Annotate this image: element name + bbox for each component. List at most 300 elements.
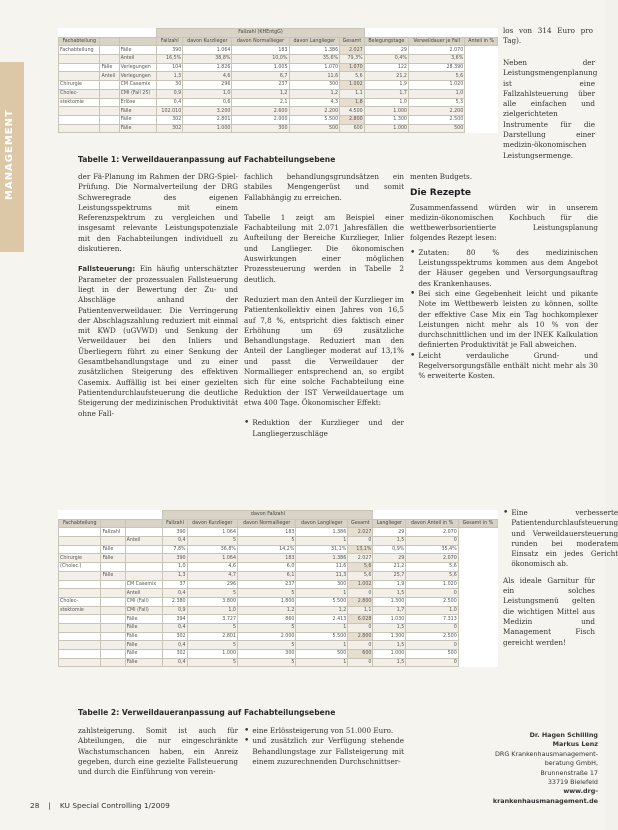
table-cell: Cholec- <box>59 89 100 98</box>
table-row <box>59 528 498 537</box>
table-cell: (Cholec.) <box>59 563 101 572</box>
text-column-3 <box>410 172 598 494</box>
table-cell: 1,2 <box>289 89 340 98</box>
table-cell: 2.800 <box>348 597 373 606</box>
table-cell: 296 <box>187 580 237 589</box>
table-cell: 1,8 <box>340 98 365 107</box>
table-cell: 0 <box>406 589 458 598</box>
paragraph: Als ideale Garnitur für ein solches Leistungsmenü gelten die wichtigen Mittel aus Medizin und Management Fisch gereicht werden! <box>503 575 595 647</box>
table-cell: 14,2% <box>238 545 296 554</box>
text-bottom-column-1: zahlsteigerung. Somit ist auch für Abteilungen, die nur eingeschränkte Wachstumschancen haben, ein Anreiz gegeben, durch eine gezielte Fallsteuerung und durch die Einführung von verein- <box>78 726 238 777</box>
table-cell: 600 <box>348 650 373 659</box>
table-cell <box>101 641 125 650</box>
paragraph: fachlich behandlungsgrundsätzen ein stabiles Mengengerüst und somit Fallabhängig zu erreichen. <box>244 172 404 202</box>
column-header: Gesamt <box>340 37 365 46</box>
table-row <box>59 107 498 116</box>
table-cell <box>101 606 125 615</box>
table-cell: 3,6% <box>408 55 464 64</box>
table-cell: 5,3 <box>408 98 464 107</box>
paragraph: Tabelle 1 zeigt am Beispiel einer Fachabteilung mit 2.071 Jahresfällen die Aufteilung der Bereiche Kurzlieger, Inlier und Langlieger. Die ökonomischen Auswirkungen einer möglichen Prozessteuerung werden in Tabelle 2 deutlich. <box>244 212 404 284</box>
table-cell: 0,4 <box>163 537 187 546</box>
footer-divider: | <box>48 801 51 810</box>
table-cell: 1,2 <box>296 606 348 615</box>
table-cell: 390 <box>163 554 187 563</box>
column-header <box>119 37 157 46</box>
table-cell: 5.500 <box>289 115 340 124</box>
table-cell: 2.070 <box>408 46 464 55</box>
table-cell <box>59 55 100 64</box>
table-cell: 1.020 <box>406 580 458 589</box>
table-cell <box>125 563 163 572</box>
table-cell: 79,3% <box>340 55 365 64</box>
table-cell: 102.010 <box>157 107 183 116</box>
table-cell: 2.800 <box>348 632 373 641</box>
column-header: Langlieger <box>373 519 406 528</box>
table-cell: 1.030 <box>373 615 406 624</box>
table-row <box>59 658 498 667</box>
table-cell: 28.390 <box>408 63 464 72</box>
table-cell: 2.070 <box>406 554 458 563</box>
table-cell: 302 <box>163 632 187 641</box>
table-cell: 0,4% <box>364 55 408 64</box>
table-cell: Fälle <box>125 623 163 632</box>
bullet-text: • Reduktion der Kurzlieger und der Langliegerzuschläge <box>252 418 404 438</box>
table-row <box>59 537 498 546</box>
table-cell: 1,5 <box>373 589 406 598</box>
table-cell: 183 <box>238 528 296 537</box>
paragraph <box>78 264 238 418</box>
table-cell: 37 <box>163 580 187 589</box>
table-cell: 0,9 <box>163 606 187 615</box>
table-cell: Fälle <box>101 545 125 554</box>
table-cell: 300 <box>296 580 348 589</box>
table-cell: 5 <box>238 537 296 546</box>
table-cell <box>59 623 101 632</box>
bullet-text: • eine Erlössteigerung von 51.000 Euro. <box>252 726 394 735</box>
bullet-text: • Eine verbesserte Patientendurchlaufsteuerung und Verweildauersteuerung runden bei moderatem Einsatz ein jedes Gericht ökonomisch ab. <box>511 508 618 569</box>
table-cell: 237 <box>232 81 289 90</box>
table-cell: 1,0 <box>364 98 408 107</box>
table-cell: Fälle <box>125 632 163 641</box>
table-cell: 2.413 <box>296 615 348 624</box>
column-header <box>101 519 125 528</box>
table-cell: 5,6 <box>406 571 458 580</box>
table-cell: 1.005 <box>232 63 289 72</box>
table-cell: Fälle <box>119 107 157 116</box>
table-cell: 3.727 <box>187 615 237 624</box>
table-row <box>59 597 498 606</box>
table-cell <box>101 589 125 598</box>
table-cell: 300 <box>289 81 340 90</box>
table-row <box>59 81 498 90</box>
table-cell: 1 <box>296 537 348 546</box>
table-cell: 1,0 <box>163 563 187 572</box>
table-cell: 6.028 <box>348 615 373 624</box>
table-header-row <box>59 519 498 528</box>
table-cell <box>101 658 125 667</box>
table-cell: 1,2 <box>238 606 296 615</box>
table-cell: 0,6 <box>183 98 232 107</box>
table-cell: Fälle <box>125 641 163 650</box>
table-cell: Fallzahl <box>101 528 125 537</box>
table-cell: 500 <box>289 124 340 133</box>
table-cell: 1,0 <box>406 606 458 615</box>
table-cell: CMI (Fall 25) <box>119 89 157 98</box>
table-cell: 1,9 <box>373 580 406 589</box>
table-cell: 1.064 <box>187 528 237 537</box>
table-row <box>59 72 498 81</box>
table-cell: 1,7 <box>373 606 406 615</box>
table2-caption: Tabelle 2: Verweildaueranpassung auf Fachabteilungsebene <box>78 708 336 717</box>
paragraph: menten Budgets. <box>410 172 472 181</box>
column-header: Fachabteilung <box>59 519 101 528</box>
table-cell: 302 <box>163 650 187 659</box>
table-cell: 2.000 <box>232 115 289 124</box>
table-row <box>59 115 498 124</box>
column-header: davon Kurzlieger <box>187 519 237 528</box>
subheading-fallsteuerung: Fallsteuerung: <box>78 265 136 274</box>
table-row <box>59 55 498 64</box>
table-cell: 0 <box>406 641 458 650</box>
table-cell: Fachabteilung <box>59 46 100 55</box>
table-cell: 0 <box>406 658 458 667</box>
table-cell: 0,4 <box>163 623 187 632</box>
table-cell: 2.500 <box>406 632 458 641</box>
table-row <box>59 554 498 563</box>
group-header-cell: davon Fallzahl <box>163 511 373 520</box>
text-bottom-column-2 <box>244 726 404 798</box>
table-cell <box>100 115 119 124</box>
table-cell <box>101 623 125 632</box>
table-cell: CM Casemix <box>125 580 163 589</box>
table-cell: Fälle <box>101 554 125 563</box>
table-cell: 35,6% <box>289 55 340 64</box>
table-cell: 10,0% <box>232 55 289 64</box>
heading-die-rezepte: Die Rezepte <box>410 188 472 199</box>
table-cell: 7,8% <box>163 545 187 554</box>
table-cell: 2.200 <box>408 107 464 116</box>
table-cell <box>59 641 101 650</box>
table-cell: 5.500 <box>296 597 348 606</box>
table-cell: 2.500 <box>406 597 458 606</box>
journal-name: KU Special Controlling 1/2009 <box>59 801 170 810</box>
table-cell <box>125 571 163 580</box>
table-cell: 16,5% <box>157 55 183 64</box>
table-cell: 1,1 <box>348 606 373 615</box>
table-cell: 5 <box>238 623 296 632</box>
table-cell: 0 <box>406 537 458 546</box>
table-cell: 5,6 <box>408 72 464 81</box>
table-verweildauer-2 <box>58 510 498 667</box>
table-cell: 1.386 <box>296 528 348 537</box>
table-row <box>59 89 498 98</box>
table-cell <box>59 107 100 116</box>
author-website-link[interactable]: www.drg-krankenhausmanagement.de <box>492 787 598 805</box>
table-cell <box>100 55 119 64</box>
table-cell: stektomie <box>59 606 101 615</box>
bullet-item <box>244 726 404 736</box>
column-header: davon Kurzlieger <box>183 37 232 46</box>
table-cell: 394 <box>163 615 187 624</box>
table-cell: 5,6 <box>340 72 365 81</box>
table-cell: stektomie <box>59 98 100 107</box>
table-cell: 2.600 <box>232 107 289 116</box>
table-row <box>59 563 498 572</box>
table-cell: 35,4% <box>406 545 458 554</box>
table-cell: Fälle <box>125 658 163 667</box>
table-cell: 2.800 <box>340 115 365 124</box>
table-cell: 1.000 <box>364 107 408 116</box>
column-header: Verweildauer je Fall <box>408 37 464 46</box>
table-cell: 1,5 <box>373 658 406 667</box>
table-cell: 21,2 <box>364 72 408 81</box>
column-header <box>100 37 119 46</box>
table-cell: 11,3 <box>296 571 348 580</box>
table-cell: 2.801 <box>183 115 232 124</box>
table-cell: 5.500 <box>296 632 348 641</box>
bullet-item <box>503 508 618 570</box>
table-cell: 2.801 <box>187 632 237 641</box>
table-cell: 1,3 <box>163 571 187 580</box>
table-cell: CMI (Fall) <box>125 597 163 606</box>
table-cell: 0,9 <box>157 89 183 98</box>
paragraph: der Fä-Planung im Rahmen der DRG-Spiel-Prüfung. Die Normalverteilung der DRG Schweregrade des eigenen Leistungsspektrums mit einem Referenzspektrum zu vergleichen und insgesamt relevante Leistungspotenziale mit den Fachabteilungen individuell zu diskutieren. <box>78 172 238 254</box>
table-cell <box>101 537 125 546</box>
column-header: Gesamt <box>348 519 373 528</box>
table-cell: 500 <box>408 124 464 133</box>
paragraph: Reduziert man den Anteil der Kurzlieger im Patientenkollektiv einen Jahres von 16,5 auf 7,8 %, entspricht dies faktisch einer Erhöhung um 69 zusätzliche Behandlungstage. Reduziert man den Anteil der Langlieger moderat auf 13,1% und passt die Verweildauer der Normallieger entsprechend an, so ergibt sich für eine solche Fachabteilung eine Reduktion der IST Verweildauertage um etwa 400 Tage. Ökonomischer Effekt: <box>244 294 404 407</box>
table-row <box>59 580 498 589</box>
column-header: Gesamt in % <box>458 519 497 528</box>
table-cell: 29 <box>373 528 406 537</box>
table-cell: 36,8% <box>187 545 237 554</box>
table-cell: CMI (Fall) <box>125 606 163 615</box>
table-cell <box>100 124 119 133</box>
table-cell: 38,8% <box>183 55 232 64</box>
table-cell: 5 <box>238 641 296 650</box>
table-cell <box>100 107 119 116</box>
table-cell: 390 <box>163 528 187 537</box>
table-cell: 1,9 <box>364 81 408 90</box>
table-cell: 183 <box>232 46 289 55</box>
table-cell: Chirurgie <box>59 554 101 563</box>
table-cell: 390 <box>157 46 183 55</box>
table-cell: 2.000 <box>238 632 296 641</box>
table-cell: 1,5 <box>373 623 406 632</box>
table-cell: 0 <box>348 537 373 546</box>
table-cell <box>59 124 100 133</box>
table-cell: 1,7 <box>364 89 408 98</box>
table-cell <box>59 537 101 546</box>
table-cell: 29 <box>364 46 408 55</box>
table-cell: 500 <box>296 650 348 659</box>
table-cell: 1.300 <box>373 597 406 606</box>
table-cell: 5 <box>187 641 237 650</box>
table-cell: 5,6 <box>406 563 458 572</box>
table-cell: 0,4 <box>163 641 187 650</box>
table-cell: 4,6 <box>183 72 232 81</box>
table-cell: 21,2 <box>373 563 406 572</box>
table-cell: 1.000 <box>373 650 406 659</box>
table-cell: 302 <box>157 124 183 133</box>
table-cell <box>59 589 101 598</box>
paragraph: Zusammenfassend würden wir in unserem medizin-ökonomischen Kochbuch für die wettbewerbsorientierte Leistungsplanung folgendes Rezept lesen: <box>410 202 598 243</box>
table-cell: 5 <box>187 537 237 546</box>
table-cell: 122 <box>364 63 408 72</box>
table-cell: Cholec- <box>59 597 101 606</box>
table-cell: 1 <box>296 641 348 650</box>
table-cell: 11,6 <box>296 563 348 572</box>
table-cell: Fälle <box>119 115 157 124</box>
table-cell: 7.313 <box>406 615 458 624</box>
table-row <box>59 615 498 624</box>
table-cell: 300 <box>232 124 289 133</box>
author-org: DRG Krankenhausmanagement- <box>494 749 598 758</box>
table-cell: 1 <box>296 658 348 667</box>
table-cell: 600 <box>340 124 365 133</box>
table-cell: 4,3 <box>289 98 340 107</box>
table-cell: 300 <box>238 650 296 659</box>
table-cell: 2,1 <box>232 98 289 107</box>
table-cell <box>59 571 101 580</box>
table-cell <box>59 658 101 667</box>
column-header: Fallzahl <box>163 519 187 528</box>
table-cell: 1,0 <box>183 89 232 98</box>
table-cell: 1.000 <box>187 650 237 659</box>
paragraph-text: Ein häufig unterschätzter Parameter der prozessualen Fallsteuerung liegt in der Bewertung der Zu- und Abschläge anhand der Patientenverweildauer. Die Verringerung der Abschlagszahlung reduziert mit einmal mit KWD (uGVWD) und Senkung der Verweildauer bei den Inliers und Überliegern führt zu einer Senkung der Gesamtbehandlungstage und zu einer zusätzlichen Steigerung des effektiven Casemix. Auffällig ist bei einer gezielten Patientendurchlaufsteuerung die deutliche Steigerung der medizinischen Produktivität ohne Fall- <box>78 264 238 418</box>
table-row <box>59 545 498 554</box>
table-cell: 11,6 <box>289 72 340 81</box>
table-cell <box>59 545 101 554</box>
table-cell: 183 <box>238 554 296 563</box>
table-cell: 0 <box>348 658 373 667</box>
bullet-item <box>410 351 598 382</box>
table-cell <box>100 98 119 107</box>
table-cell <box>101 615 125 624</box>
table-cell: 500 <box>406 650 458 659</box>
table-cell: Fälle <box>119 124 157 133</box>
table-cell: 4,7 <box>187 571 237 580</box>
table-cell: Anteil <box>100 72 119 81</box>
table-cell: 1,5 <box>373 537 406 546</box>
table-cell: 1.800 <box>238 597 296 606</box>
table-row <box>59 632 498 641</box>
table-cell: 302 <box>157 115 183 124</box>
table-cell: Fälle <box>119 46 157 55</box>
table-cell: 0 <box>348 641 373 650</box>
table-cell: 1.064 <box>183 46 232 55</box>
table-row <box>59 606 498 615</box>
table-cell: 0,4 <box>163 658 187 667</box>
table-group-header <box>59 29 498 38</box>
column-header: davon Normallieger <box>238 519 296 528</box>
table-cell: 0 <box>406 623 458 632</box>
table-cell <box>101 650 125 659</box>
section-label: MANAGEMENT <box>4 109 15 201</box>
table-cell: 1.064 <box>187 554 237 563</box>
column-header: davon Normallieger <box>232 37 289 46</box>
column-header <box>125 519 163 528</box>
table-cell: 1.020 <box>408 81 464 90</box>
table-cell: 296 <box>183 81 232 90</box>
table-group-header <box>59 511 498 520</box>
table-cell: 104 <box>157 63 183 72</box>
table-cell: 13,1% <box>348 545 373 554</box>
table-cell <box>100 89 119 98</box>
table-cell: 2.027 <box>348 528 373 537</box>
bullet-item <box>410 248 598 289</box>
table-cell: 1.386 <box>289 46 340 55</box>
table-cell: 4.500 <box>340 107 365 116</box>
text-column-1 <box>78 172 238 495</box>
table-cell: Verlegungen <box>119 72 157 81</box>
table-cell: 5,6 <box>348 571 373 580</box>
bullet-item <box>410 289 598 351</box>
table-row <box>59 589 498 598</box>
text-topright: los von 314 Euro pro Tag). <box>503 26 593 46</box>
author-org: beratung GmbH, <box>544 759 598 768</box>
table-cell: 1 <box>296 623 348 632</box>
table-cell: 0 <box>348 623 373 632</box>
table-cell: 3.200 <box>183 107 232 116</box>
table-cell: 0 <box>348 589 373 598</box>
table-cell: 1.300 <box>364 115 408 124</box>
table-cell: 1.826 <box>183 63 232 72</box>
table-cell: Fälle <box>125 615 163 624</box>
table-cell <box>125 545 163 554</box>
table1-caption: Tabelle 1: Verweildaueranpassung auf Fachabteilungsebene <box>78 155 336 164</box>
table-cell: Anteil <box>125 589 163 598</box>
column-header: Fallzahl <box>157 37 183 46</box>
table-cell: Verlegungen <box>119 63 157 72</box>
table-cell: 2.380 <box>163 597 187 606</box>
table-cell: 860 <box>238 615 296 624</box>
column-header: davon Langlieger <box>296 519 348 528</box>
table-row <box>59 98 498 107</box>
column-header: Fachabteilung <box>59 37 100 46</box>
table-cell: 1.300 <box>373 632 406 641</box>
page-number: 28 <box>30 801 40 810</box>
table-cell: 1,5 <box>373 641 406 650</box>
table-cell: 1,2 <box>232 89 289 98</box>
bullet-text: • Bei sich eine Gegebenheit leicht und pikante Note im Wettbewerb leisten zu können, sollte der effektive Case Mix ein Tag hochkomplexer Leistungen nicht mehr als 10 % von der durchschnittlichen und im der INEK Kalkulation definierten Produktivität je Fall abweichen. <box>418 288 598 350</box>
table-cell: 5 <box>238 589 296 598</box>
table-cell <box>125 528 163 537</box>
table-row <box>59 124 498 133</box>
text-right-column-2 <box>503 508 618 718</box>
column-header: davon Anteil in % <box>406 519 458 528</box>
column-header: davon Langlieger <box>289 37 340 46</box>
table-cell <box>101 597 125 606</box>
table-cell <box>59 63 100 72</box>
table-cell: 3.800 <box>187 597 237 606</box>
table-cell: 1.386 <box>296 554 348 563</box>
table-cell: 2.027 <box>348 554 373 563</box>
author-name: Markus Lenz <box>552 740 598 749</box>
table-cell: 31,1% <box>296 545 348 554</box>
table-cell: 1 <box>296 589 348 598</box>
table-cell: 6,1 <box>238 571 296 580</box>
table-cell <box>101 580 125 589</box>
author-city: 33719 Bielefeld <box>547 778 598 787</box>
table-cell: Erlöse <box>119 98 157 107</box>
table-cell: CM Casemix <box>119 81 157 90</box>
table-cell: 1,0 <box>187 606 237 615</box>
column-header: Belegungstage <box>364 37 408 46</box>
page-footer <box>30 801 170 810</box>
bullet-text: • und zusätzlich zur Verfügung stehende Behandlungstage zur Fallsteigerung mit einem zuzurechnenden Durchschnittser- <box>252 736 404 766</box>
table-row <box>59 46 498 55</box>
